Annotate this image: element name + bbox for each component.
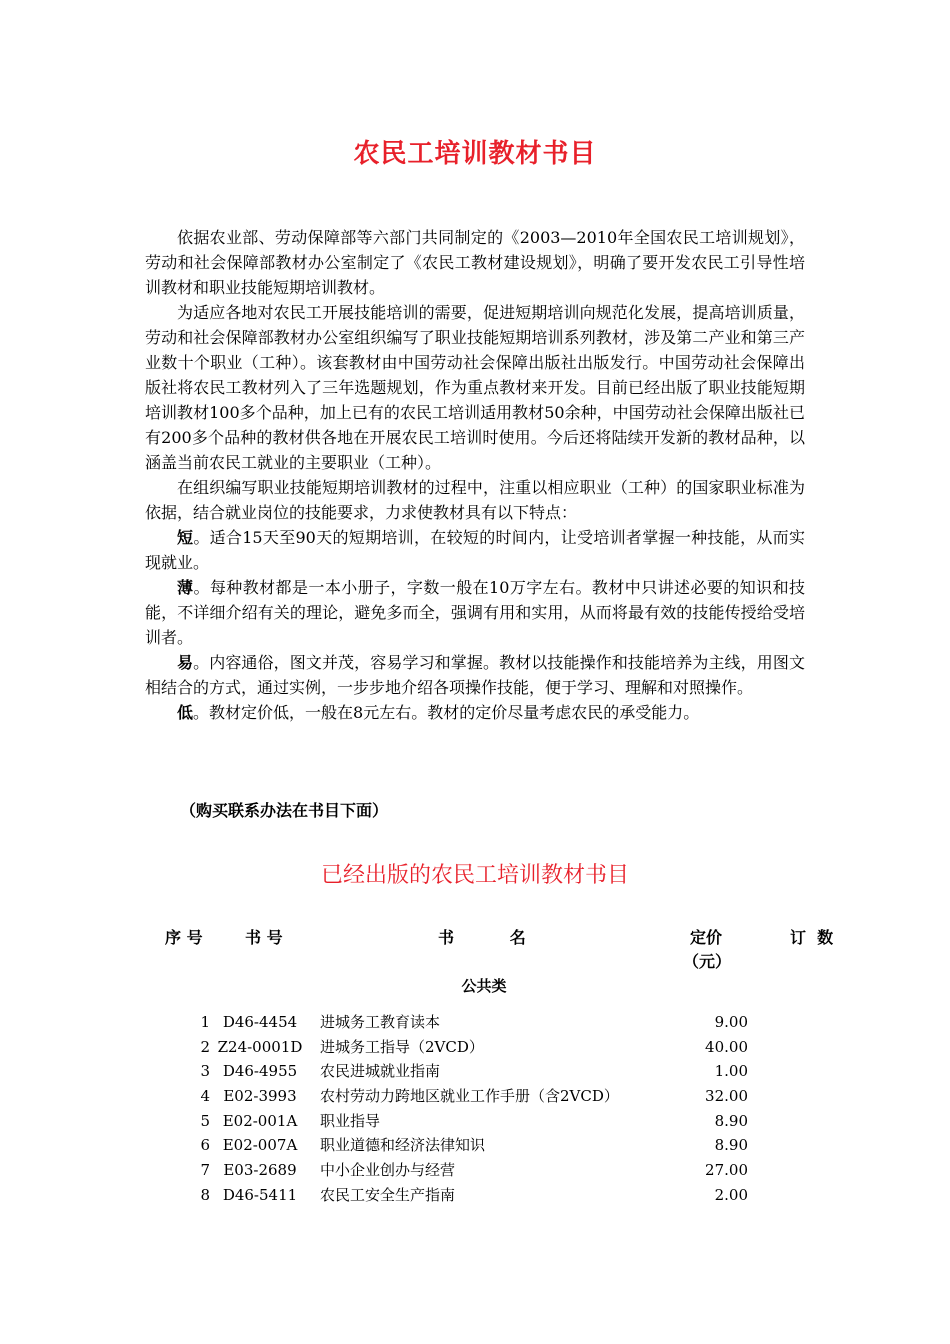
catalog-title: 已经出版的农民工培训教材书目 — [320, 863, 629, 888]
feature-text: 。教材定价低，一般在8元左右。教材的定价尽量考虑农民的承受能力。 — [193, 703, 700, 722]
book-code: E03-2689 — [223, 1161, 297, 1180]
feature-thin — [145, 575, 805, 650]
book-number: 6 — [200, 1136, 210, 1155]
header-name: 书 名 — [438, 928, 526, 947]
header-order: 订 数 — [790, 928, 834, 947]
feature-low — [145, 700, 805, 725]
book-title: 进城务工指导（2VCD） — [320, 1037, 484, 1056]
book-code: D46-4955 — [222, 1062, 298, 1081]
book-code: Z24-0001D — [217, 1037, 303, 1056]
book-price: 2.00 — [714, 1185, 748, 1204]
book-title: 农民工安全生产指南 — [320, 1185, 456, 1204]
book-table — [0, 1010, 950, 1208]
category-label: 公共类 — [461, 977, 507, 995]
book-number: 7 — [200, 1161, 210, 1180]
header-price-unit: （元） — [683, 952, 732, 971]
feature-text: 。适合15天至90天的短期培训，在较短的时间内，让受培训者掌握一种技能，从而实现就业。 — [145, 528, 805, 572]
page-title: 农民工培训教材书目 — [353, 139, 597, 169]
book-price: 40.00 — [705, 1037, 748, 1056]
feature-key: 易 — [177, 653, 194, 672]
intro-text — [145, 225, 805, 725]
book-price: 9.00 — [714, 1013, 748, 1031]
table-row — [0, 1183, 950, 1208]
table-row — [0, 1035, 950, 1060]
book-price: 1.00 — [714, 1062, 748, 1081]
book-number: 8 — [200, 1185, 210, 1204]
feature-key: 低 — [177, 703, 194, 722]
header-code: 书 号 — [245, 928, 283, 947]
header-seq: 序 号 — [165, 928, 203, 947]
feature-easy — [145, 650, 805, 700]
book-title: 农村劳动力跨地区就业工作手册（含2VCD） — [320, 1087, 619, 1106]
book-price: 8.90 — [714, 1111, 748, 1130]
feature-short — [145, 525, 805, 575]
purchase-note: （购买联系办法在书目下面） — [180, 801, 389, 820]
book-number: 5 — [200, 1111, 210, 1130]
book-price: 8.90 — [714, 1136, 748, 1155]
feature-key: 短 — [177, 528, 194, 547]
book-code: E02-007A — [222, 1136, 298, 1155]
book-code: D46-4454 — [222, 1013, 298, 1031]
book-title: 职业指导 — [320, 1111, 381, 1130]
book-title: 进城务工教育读本 — [320, 1013, 441, 1031]
table-row — [0, 1010, 950, 1035]
feature-key: 薄 — [177, 578, 194, 597]
book-title: 中小企业创办与经营 — [320, 1161, 456, 1180]
table-row — [0, 1158, 950, 1183]
feature-text: 。内容通俗，图文并茂，容易学习和掌握。教材以技能操作和技能培养为主线，用图文相结合的方式，通过实例，一步步地介绍各项操作技能，便于学习、理解和对照操作。 — [145, 653, 805, 697]
book-number: 2 — [200, 1037, 210, 1056]
book-price: 27.00 — [705, 1161, 748, 1180]
header-price: 定价 — [690, 928, 723, 947]
table-row — [0, 1084, 950, 1109]
book-title: 职业道德和经济法律知识 — [320, 1136, 486, 1155]
table-row — [0, 1133, 950, 1158]
paragraph: 在组织编写职业技能短期培训教材的过程中，注重以相应职业（工种）的国家职业标准为依据，结合就业岗位的技能要求，力求使教材具有以下特点： — [145, 478, 805, 522]
book-number: 3 — [200, 1062, 210, 1081]
table-row — [0, 1109, 950, 1134]
book-code: D46-5411 — [222, 1185, 298, 1204]
feature-text: 。每种教材都是一本小册子，字数一般在10万字左右。教材中只讲述必要的知识和技能，不详细介绍有关的理论，避免多而全，强调有用和实用，从而将最有效的技能传授给受培训者。 — [145, 578, 805, 647]
book-number: 4 — [200, 1087, 210, 1106]
book-code: E02-3993 — [223, 1087, 297, 1106]
paragraph: 依据农业部、劳动保障部等六部门共同制定的《2003—2010年全国农民工培训规划》，劳动和社会保障部教材办公室制定了《农民工教材建设规划》，明确了要开发农民工引导性培训教材和职业技能短期培训教材。 — [145, 228, 805, 297]
book-price: 32.00 — [705, 1087, 748, 1106]
book-title: 农民进城就业指南 — [320, 1062, 441, 1081]
book-number: 1 — [200, 1013, 210, 1031]
book-code: E02-001A — [222, 1111, 298, 1130]
paragraph: 为适应各地对农民工开展技能培训的需要，促进短期培训向规范化发展，提高培训质量，劳动和社会保障部教材办公室组织编写了职业技能短期培训系列教材，涉及第二产业和第三产业数十个职业（工种）。该套教材由中国劳动社会保障出版社出版发行。中国劳动社会保障出版社将农民工教材列入了三年选题规划，作为重点教材来开发。目前已经出版了职业技能短期培训教材100多个品种，加上已有的农民工培训适用教材50余种，中国劳动社会保障出版社已有200多个品种的教材供各地在开展农民工培训时使用。今后还将陆续开发新的教材品种，以涵盖当前农民工就业的主要职业（工种）。 — [145, 303, 805, 472]
table-row — [0, 1059, 950, 1084]
